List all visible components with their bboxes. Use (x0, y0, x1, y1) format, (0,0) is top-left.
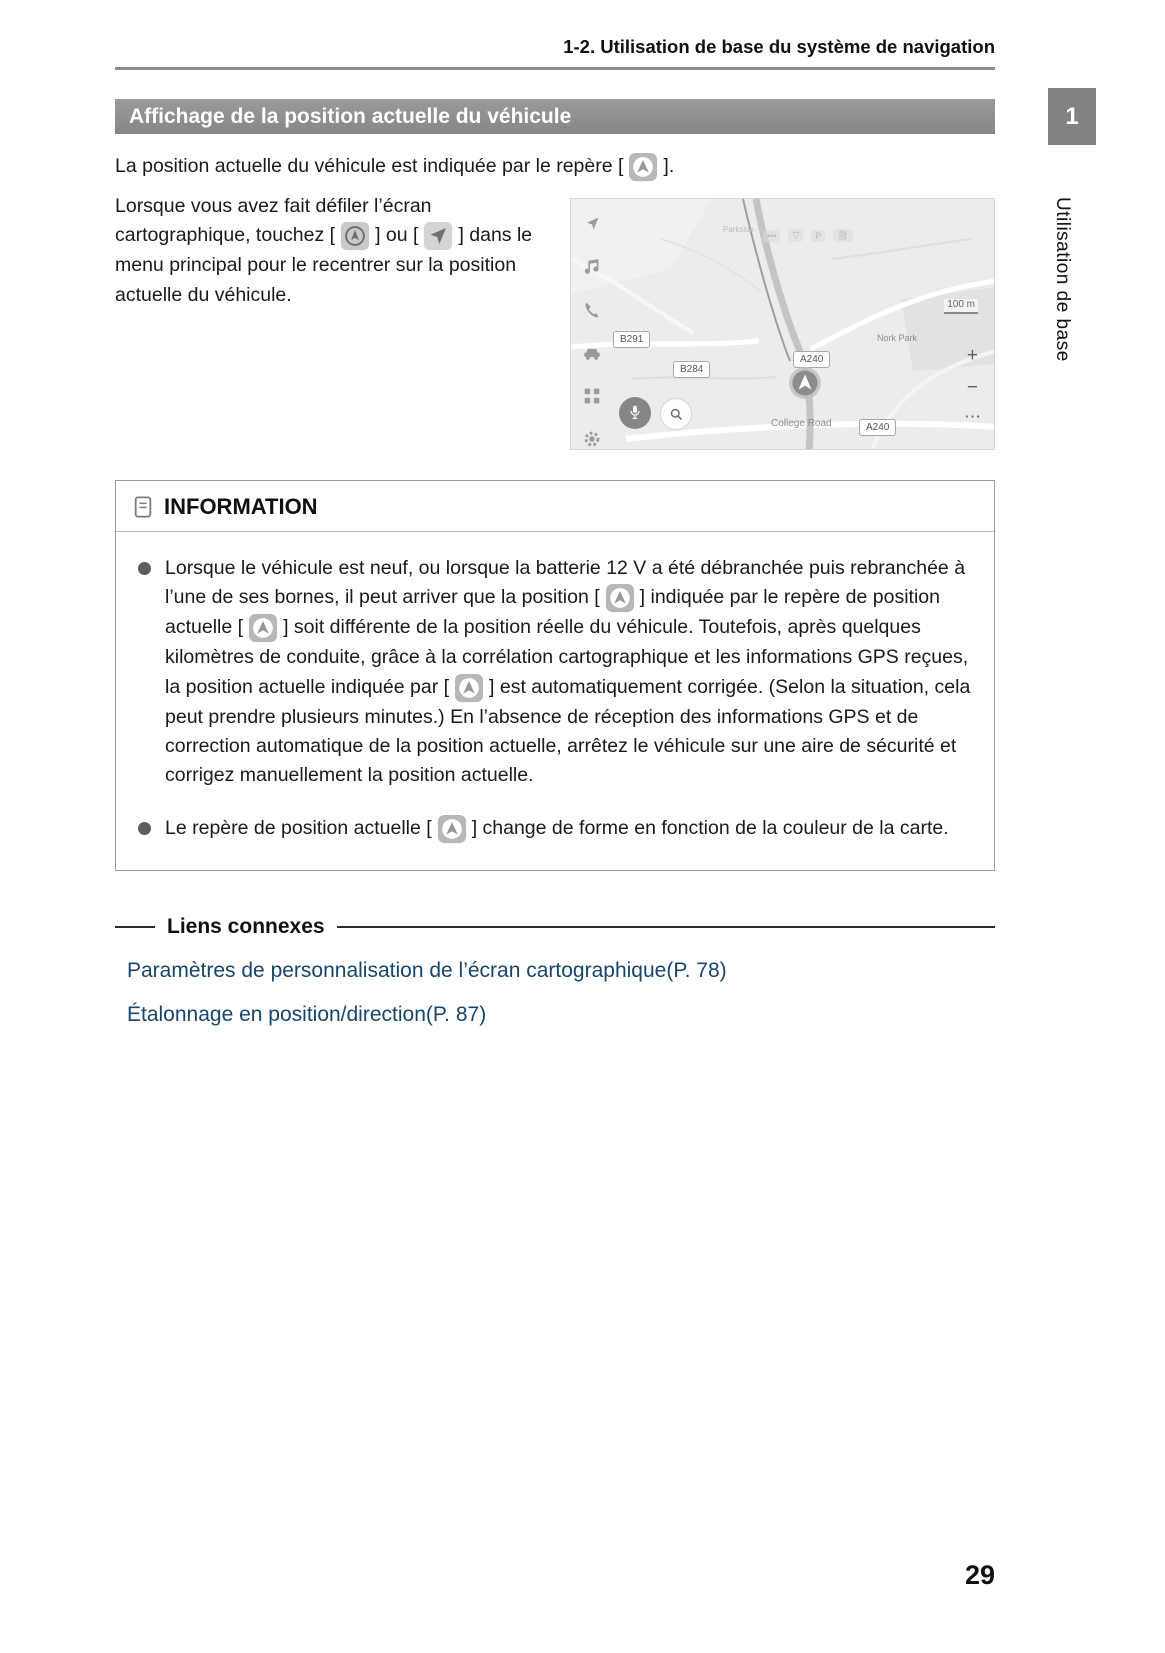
search-button (661, 399, 691, 429)
microphone-button (619, 397, 651, 429)
app-grid-icon (581, 385, 603, 407)
road-badge: A240 (859, 419, 896, 436)
map-position-marker-icon (787, 365, 823, 406)
information-title: INFORMATION (164, 494, 318, 519)
scroll-text-1: Lorsque vous avez fait défiler l’écran cartographique, touchez [ (115, 195, 432, 247)
phone-icon (581, 299, 603, 321)
bullet1-text-1: Lorsque le véhicule est neuf, ou lorsque la batterie 12 V a été débranchée puis rebranchée à l’une de ses bornes, il peut arriver que la position [ (165, 557, 966, 609)
navigation-map-screenshot (570, 198, 995, 450)
info-bullet-1 (138, 554, 972, 790)
header-rule (115, 67, 995, 70)
related-links-title: Liens connexes (167, 915, 325, 938)
zoom-out-button: − (966, 377, 978, 398)
related-links-section (115, 915, 995, 1027)
bullet1-text-3: ] soit différente de la position réelle du véhicule. Toutefois, après quelques kilomètres de conduite, grâce à la corrélation cartographique et les informations GPS reçues, la position actuelle indiquée par [ (165, 616, 969, 698)
current-position-icon (437, 814, 467, 844)
road-badge: B284 (673, 361, 710, 378)
bullet1-text-4: ] est automatiquement corrigée. (Selon la situation, cela peut prendre plusieurs minutes.) En l’absence de réception des informations GPS et de correction automatique de la position actuelle, arrêtez le véhicule sur une aire de sécurité et corrigez manuellement la position actuelle. (165, 675, 971, 786)
bullet-icon (138, 562, 151, 575)
settings-gear-icon (581, 428, 603, 450)
road-badge: A240 (793, 351, 830, 368)
link-position-calibration[interactable]: Étalonnage en position/direction(P. 87) (127, 1003, 487, 1026)
street-label: College Road (771, 418, 832, 429)
car-icon (581, 342, 603, 364)
map-scale: 100 m (944, 299, 978, 314)
toolbar-dots-icon: ••• (763, 230, 780, 242)
links-right-rule (337, 926, 995, 928)
page-number: 29 (964, 1560, 995, 1590)
bullet1-text-2: ] indiquée par le repère de position actuelle [ (165, 586, 940, 639)
zoom-in-button: + (966, 345, 978, 366)
recenter-compass-icon (340, 221, 370, 251)
toolbar-filter-icon: ▽ (788, 229, 803, 242)
current-position-icon (248, 613, 278, 643)
map-toolbar (763, 229, 853, 242)
bullet-icon (138, 822, 151, 835)
related-links-header (115, 915, 995, 939)
navigation-arrow-icon (581, 213, 603, 235)
heading-arrow-icon (423, 221, 453, 251)
chapter-tab: 1 (1048, 88, 1096, 145)
scroll-text-2: ] ou [ (375, 224, 419, 247)
scroll-text-3: ] dans le menu principal pour le recentrer sur la position actuelle du véhicule. (115, 224, 533, 306)
links-left-rule (115, 926, 155, 928)
scroll-paragraph (115, 192, 557, 310)
current-position-icon (454, 673, 484, 703)
bullet2-text-2: ] change de forme en fonction de la couleur de la carte. (471, 817, 949, 840)
microphone-icon (627, 404, 643, 422)
information-header (116, 481, 994, 532)
bullet2-text-1: Le repère de position actuelle [ (165, 817, 432, 840)
map-sidebar (581, 213, 607, 450)
link-map-customization[interactable]: Paramètres de personnalisation de l’écran cartographique(P. 78) (127, 959, 727, 982)
toolbar-fuel-icon: ⛽︎ (833, 229, 852, 242)
music-note-icon (581, 256, 603, 278)
current-position-icon (605, 583, 635, 613)
toolbar-parking-icon: P (811, 230, 825, 242)
chapter-side-label: Utilisation de base (1052, 197, 1073, 362)
street-label: Parkside (723, 225, 755, 234)
information-body (116, 532, 994, 870)
place-label: Nork Park (877, 333, 918, 343)
road-badge: B291 (613, 331, 650, 348)
more-options-button: ⋯ (964, 407, 982, 426)
info-bullet-2 (138, 814, 972, 844)
current-position-icon (628, 152, 658, 182)
intro-paragraph (115, 152, 995, 182)
information-book-icon (132, 495, 154, 519)
search-icon (669, 407, 684, 422)
running-header: 1-2. Utilisation de base du système de navigation (563, 36, 995, 57)
section-title: Affichage de la position actuelle du véhicule (115, 99, 995, 134)
intro-text-post: ]. (663, 155, 675, 178)
intro-text-pre: La position actuelle du véhicule est indiquée par le repère [ (115, 155, 624, 178)
information-box (115, 480, 995, 871)
